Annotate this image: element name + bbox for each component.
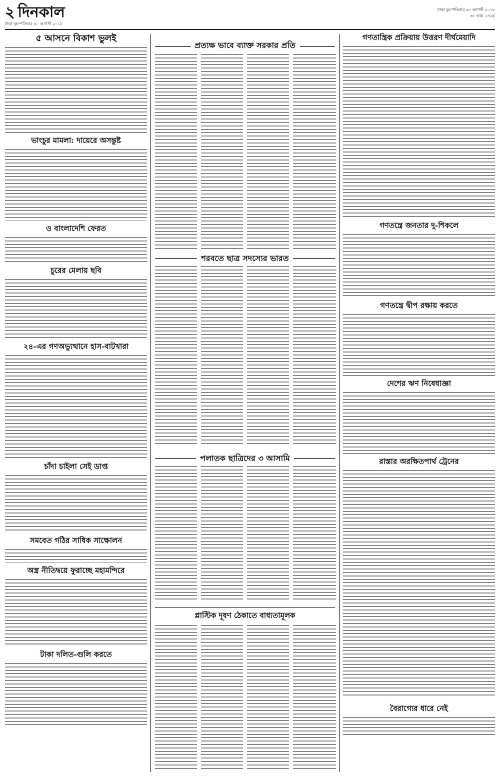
headline: শরবতে ছাত্র সদস্যের ভারত xyxy=(197,253,293,263)
article-body xyxy=(201,466,243,601)
masthead-date-left: ঢাকা বৃহস্পতিবার ৩০ আগস্ট ২০১৮ xyxy=(5,21,63,26)
article-body xyxy=(5,237,147,263)
headline: অস্ত্র নীতিদ্বয়ে ফুরাচ্ছে মহামন্দিরে xyxy=(27,566,125,576)
headline: দেশের ঋণ নিষেধাজ্ঞা xyxy=(386,378,452,388)
article-body xyxy=(5,579,147,647)
article-body xyxy=(5,149,147,221)
headline: বৈরাগ্যের ধারে নেই xyxy=(390,703,448,713)
article-body xyxy=(247,54,289,249)
article-body xyxy=(293,625,336,770)
article-body xyxy=(343,314,495,376)
headline: গণতন্ত্রে জনতার দু-শিকলে xyxy=(379,220,459,230)
article-body xyxy=(201,54,243,249)
article-body xyxy=(5,355,147,459)
headline: চুরের মেলায় ছবি xyxy=(50,266,102,276)
article-body xyxy=(155,266,197,446)
article-body xyxy=(247,466,289,601)
page-number: ২ xyxy=(5,3,15,21)
article-body xyxy=(201,266,243,446)
article-body xyxy=(343,717,495,737)
headline: ভাংচুর মামলা: দায়েরে অসন্তুষ্ট xyxy=(31,136,121,146)
article-body xyxy=(343,234,495,298)
article-body xyxy=(247,266,289,446)
headline: চাঁদা চাইলা সেই ডাপ্ত xyxy=(44,462,108,472)
headline: পলাতক ছাত্রিদের ৩ আসামি xyxy=(196,453,294,463)
article-body xyxy=(5,549,147,563)
masthead xyxy=(5,4,495,30)
center-lower-banner xyxy=(152,453,338,466)
headline: গণতান্ত্রিক প্রক্রিয়ায় উত্তরণ দীর্ঘমেয়াদি xyxy=(362,33,476,42)
headline: প্লাস্টিক দূষণ ঠেকাতে বাধ্যতামূলক xyxy=(194,611,296,620)
headline: ও বাংলাদেশি ফেরত xyxy=(46,224,106,234)
masthead-date-line1: ঢাকা বৃহস্পতিবার ৩০ আগস্ট ২০১৮ xyxy=(437,7,495,12)
article-body xyxy=(5,475,147,533)
center-mid-banner xyxy=(152,253,338,266)
article-body xyxy=(5,47,147,133)
masthead-date-line2: ৩০ ভাদ্র ১৪২৫ xyxy=(470,13,495,18)
headline: সমবেত গঠির সাধিক সাক্ষোলন xyxy=(29,536,123,546)
section-rule xyxy=(155,607,335,608)
article-body xyxy=(201,625,243,770)
masthead-date-right xyxy=(437,7,495,19)
article-body xyxy=(293,466,336,601)
headline: প্রত্যক্ষ ভাবে ব্যাক্ত সরকার প্রতি xyxy=(191,40,300,50)
column-rule xyxy=(339,34,340,772)
article-body xyxy=(5,663,147,727)
article-body xyxy=(155,466,197,601)
headline: গণতন্ত্রে দ্বীপ রক্ষায় করতে xyxy=(380,300,458,310)
article-body xyxy=(247,625,289,770)
right-column xyxy=(343,34,495,737)
article-body xyxy=(343,392,495,454)
center-top-banner xyxy=(152,40,338,53)
article-body xyxy=(343,470,495,698)
article-body xyxy=(293,266,336,446)
headline: রাস্তার অরক্ষিতপার্থ ট্রেনের xyxy=(379,456,459,466)
article-body xyxy=(155,625,197,770)
headline: ২৪-এর গণঅভ্যুত্থানে হাস-বাটখারা xyxy=(23,342,129,352)
paper-name: দিনকাল xyxy=(17,3,65,21)
headline: ৫ আসনে বিকাশ ভুলই xyxy=(35,34,117,44)
article-body xyxy=(5,279,147,339)
article-body xyxy=(293,54,336,249)
article-body xyxy=(155,54,197,249)
column-rule xyxy=(150,34,151,772)
article-body xyxy=(343,46,495,218)
headline: টাকা দলিত-গুলি করতে xyxy=(40,650,112,660)
left-column xyxy=(5,34,147,727)
